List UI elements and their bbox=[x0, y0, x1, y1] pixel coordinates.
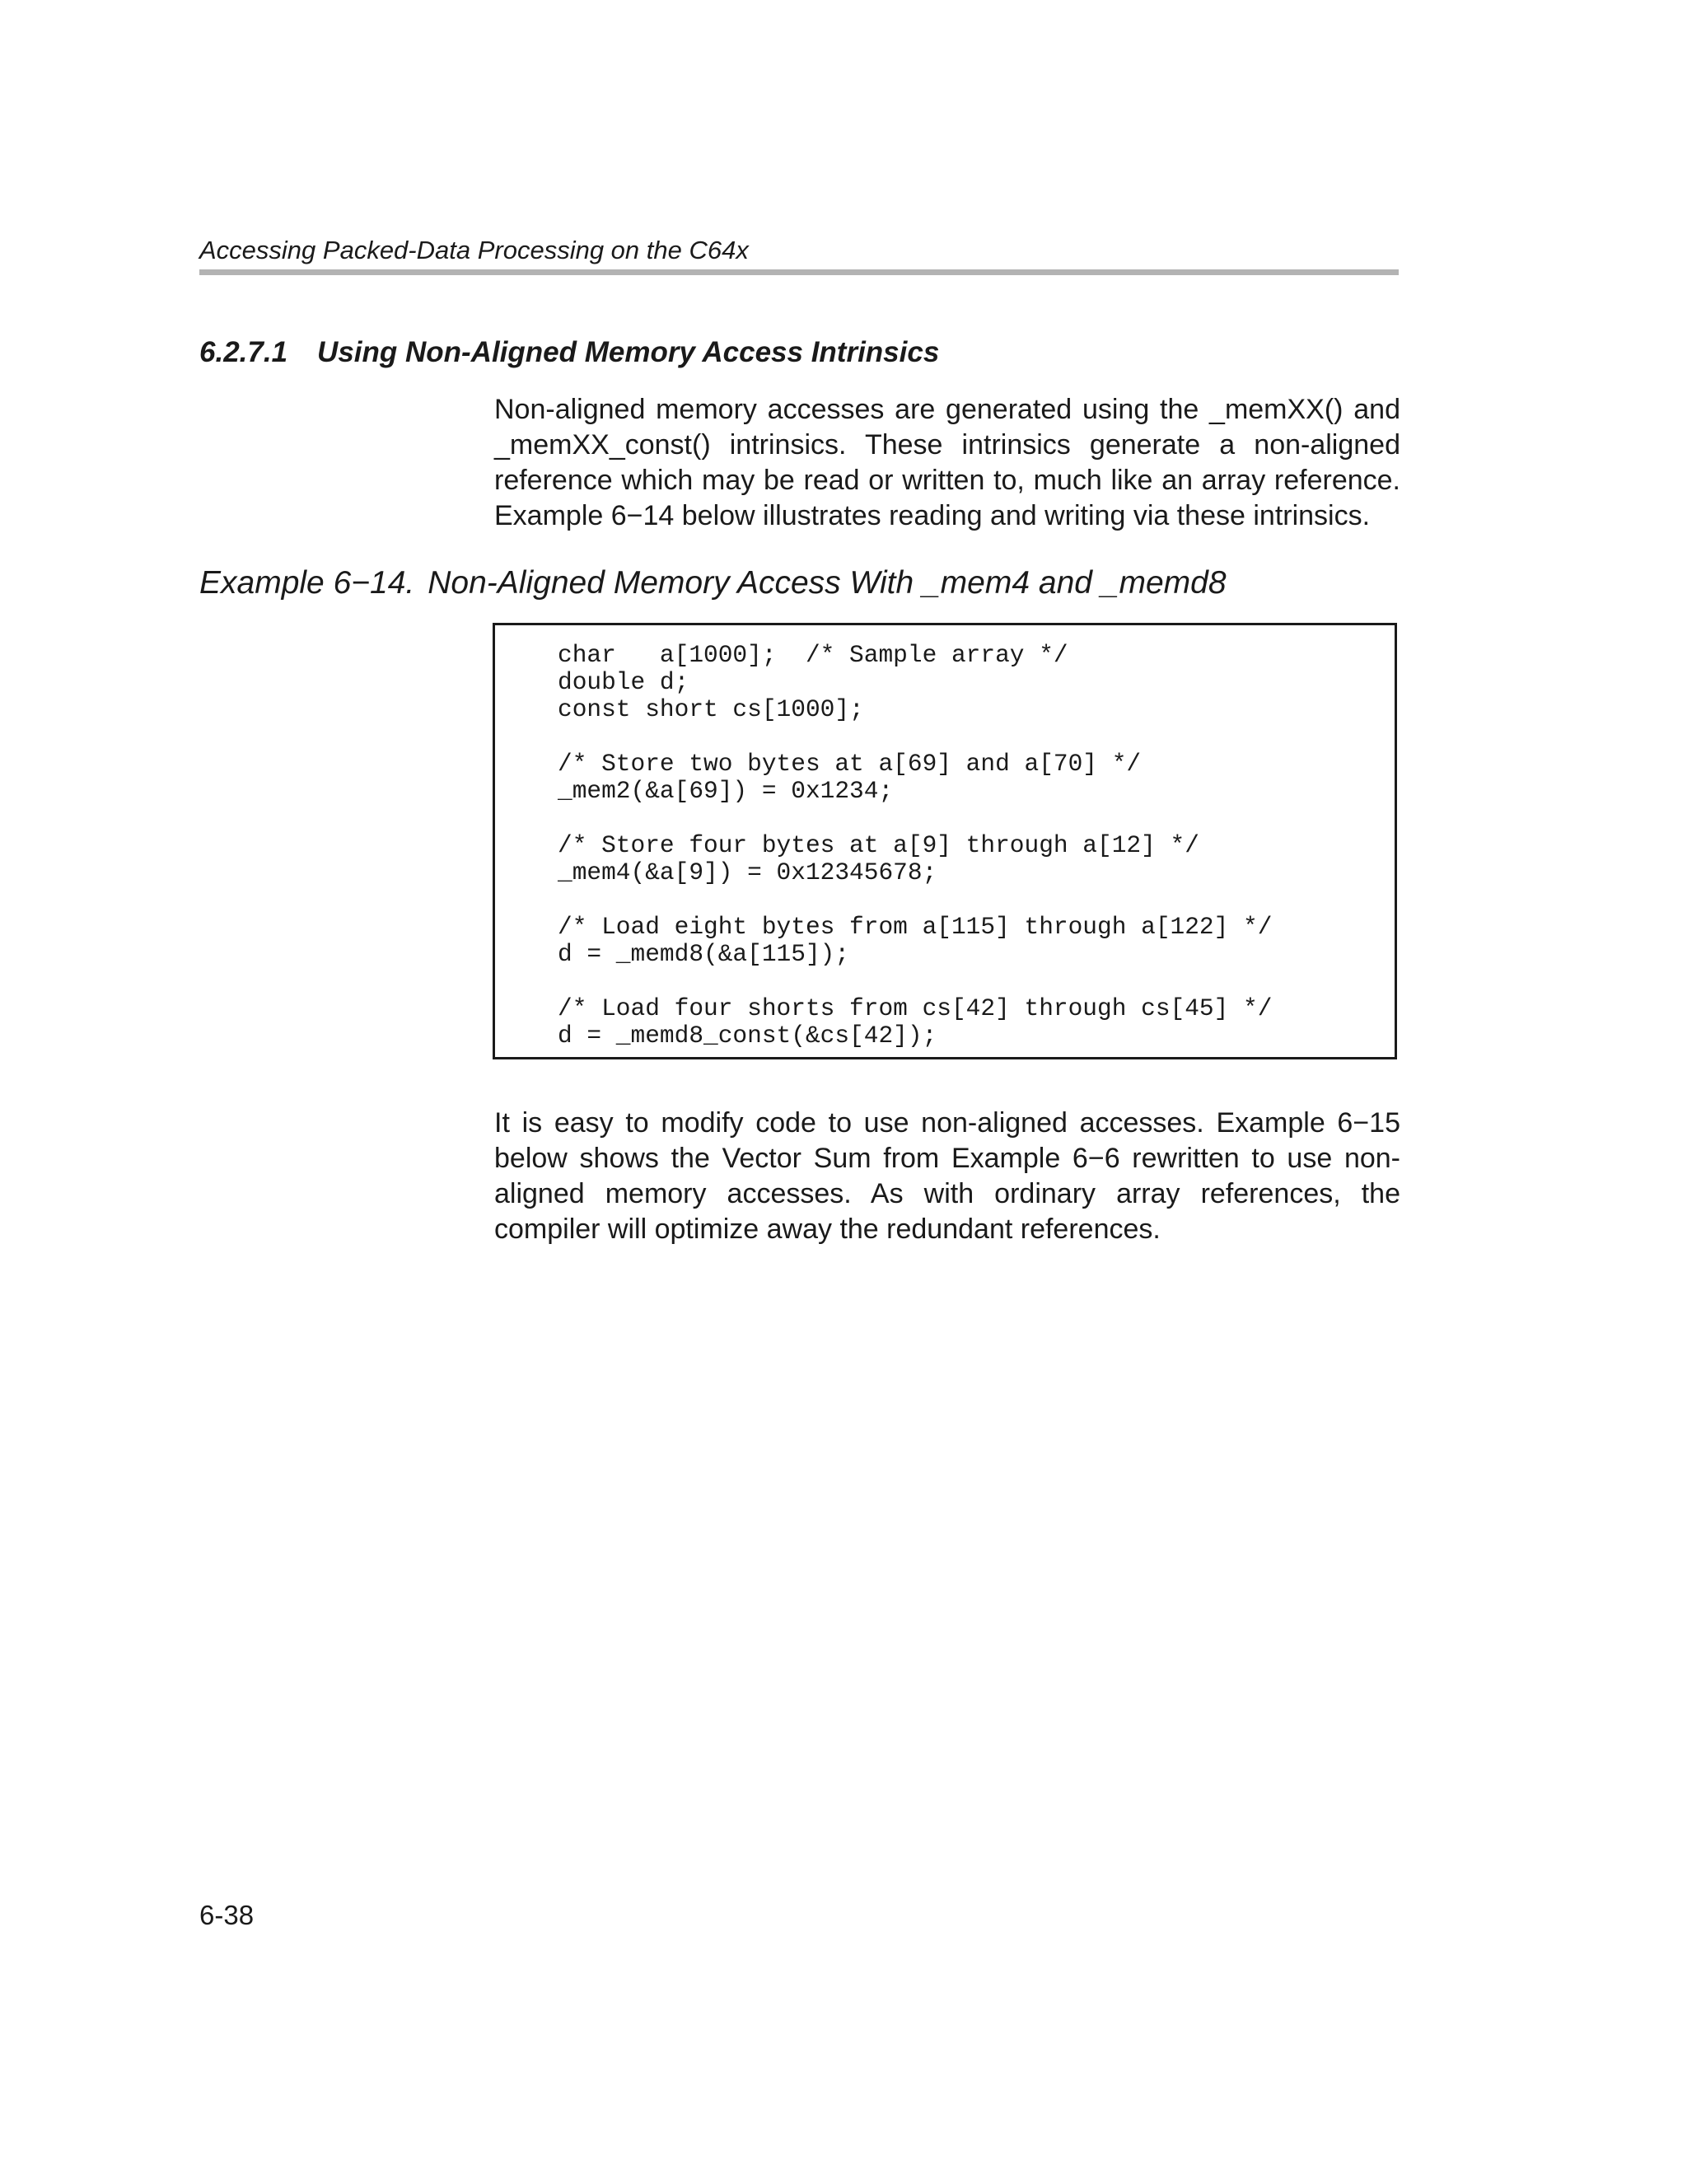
code-listing: char a[1000]; /* Sample array */ double d; const short cs[1000]; /* Store two bytes at a[69] and a[70] */ _mem2(&a[69]) = 0x1234; /* Store four bytes at a[9] through a[12] */ _mem4(&a[9]) = 0x12345678; /* Load eight bytes from a[115] through a[122] */ d = _memd8(&a[115]); /* Load four shorts from cs[42] through cs[45] */ d = _memd8_const(&cs[42]); bbox=[558, 641, 1273, 1050]
section-title: Using Non-Aligned Memory Access Intrinsics bbox=[317, 336, 940, 368]
section-number: 6.2.7.1 bbox=[199, 336, 288, 368]
header-rule bbox=[199, 269, 1399, 275]
intro-paragraph: Non-aligned memory accesses are generated using the _memXX() and _memXX_const() intrinsics. These intrinsics generate a non-aligned reference which may be read or written to, much like an array reference. Example 6−14 below illustrates reading and writing via these intrinsics. bbox=[494, 394, 1400, 531]
followup-paragraph: It is easy to modify code to use non-aligned accesses. Example 6−15 below shows the Vector Sum from Example 6−6 rewritten to use non-aligned memory accesses. As with ordinary array references, the compiler will optimize away the redundant references. bbox=[494, 1107, 1400, 1245]
example-caption bbox=[199, 565, 1227, 601]
section-heading bbox=[199, 336, 939, 369]
example-title: Non-Aligned Memory Access With _mem4 and _memd8 bbox=[428, 565, 1227, 601]
example-label: Example 6−14. bbox=[199, 565, 415, 601]
running-header: Accessing Packed-Data Processing on the C64x bbox=[199, 236, 749, 264]
code-example-box bbox=[493, 623, 1397, 1059]
page-number: 6-38 bbox=[199, 1900, 255, 1930]
